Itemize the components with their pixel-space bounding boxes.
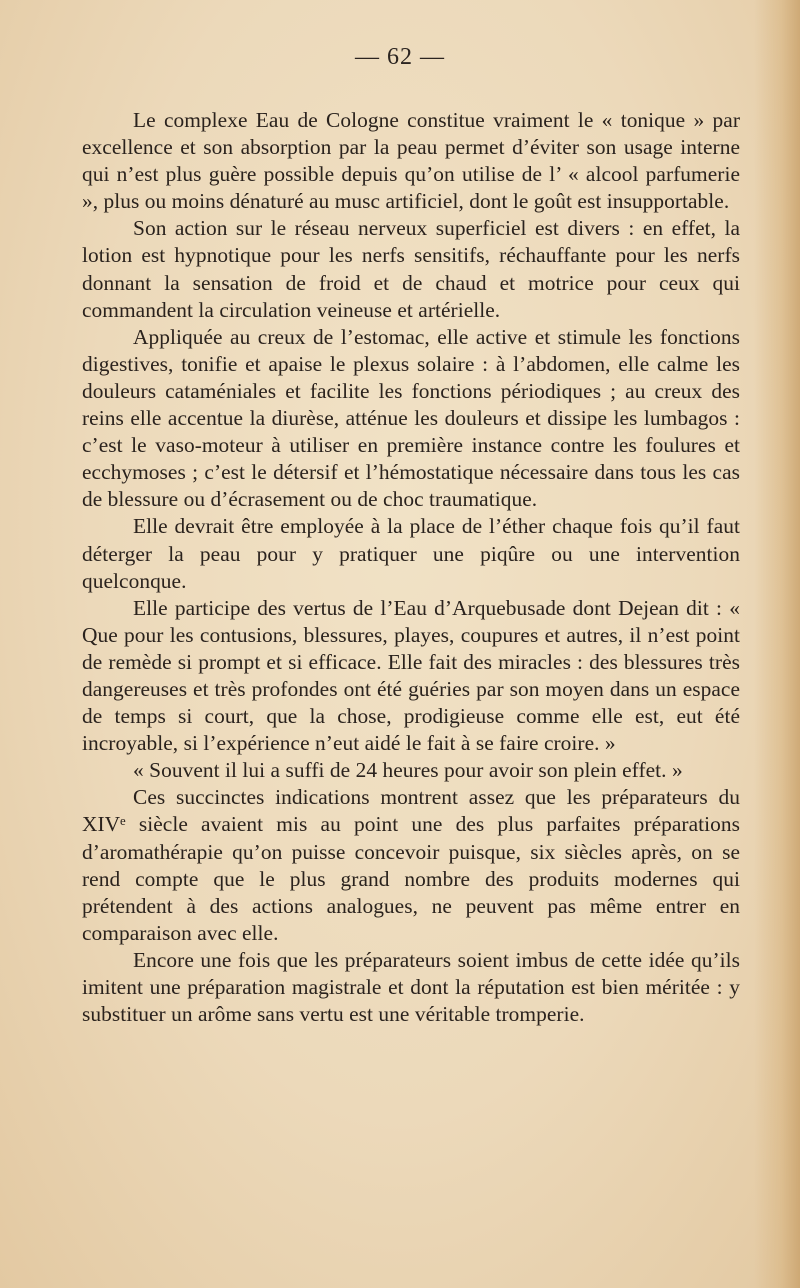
paragraph-4: Elle devrait être employée à la place de l’éther chaque fois qu’il faut déterger la peau pour y pratiquer une piqûre ou une intervention quelconque. (82, 514, 740, 593)
paragraph-3: Appliquée au creux de l’estomac, elle active et stimule les fonctions digestives, tonifie et apaise le plexus solaire : à l’abdomen, elle calme les douleurs cataméniales et facilite les fonctions périodiques ; au creux des reins elle accentue la diurèse, atténue les douleurs et dissipe les lumbagos : c’est le vaso-moteur à utiliser en première instance contre les foulures et ecchymoses ; c’est le détersif et l’hémostatique nécessaire dans tous les cas de blessure ou d’écrasement ou de choc traumatique. (82, 324, 740, 512)
paragraph-5: Elle participe des vertus de l’Eau d’Arquebusade dont Dejean dit : « Que pour les contusions, blessures, playes, coupures et autres, il n’est point de remède si prompt et si efficace. Elle fait des miracles : des blessures très dangereuses et très profondes ont été guéries par son moyen dans un espace de temps si court, que la chose, prodigieuse comme elle est, eut été incroyable, si l’expérience n’eut aidé le fait à se faire croire. » (82, 595, 740, 756)
page-number: — 62 — (355, 44, 445, 70)
paragraph-1: Le complexe Eau de Cologne constitue vraiment le « tonique » par excellence et son absorption par la peau permet d’éviter son usage interne qui n’est plus guère possible depuis qu’on utilise de l’ « alcool parfumerie », plus ou moins dénaturé au musc artificiel, dont le goût est insupportable. (82, 108, 740, 214)
paragraph-2: Son action sur le réseau nerveux superficiel est divers : en effet, la lotion est hypnotique pour les nerfs sensitifs, réchauffante pour les nerfs donnant la sensation de froid et de chaud et motrice pour ceux qui commandent la circulation veineuse et artérielle. (82, 216, 740, 322)
paragraph-8: Encore une fois que les préparateurs soient imbus de cette idée qu’ils imitent une préparation magistrale et dont la réputation est bien méritée : y substituer un arôme sans vertu est une véritable tromperie. (82, 947, 740, 1027)
body-text (82, 107, 740, 1028)
page-edge-shadow (754, 0, 800, 1288)
paragraph-6: « Souvent il lui a suffi de 24 heures pour avoir son plein effet. » (133, 758, 683, 783)
paragraph-7: Ces succinctes indications montrent assez que les préparateurs du XIVᵉ siècle avaient mis au point une des plus parfaites préparations d’aromathérapie qu’on puisse concevoir puisque, six siècles après, on se rend compte que le plus grand nombre des produits modernes qui prétendent à des actions analogues, ne peuvent pas même entrer en comparaison avec elle. (82, 785, 740, 945)
